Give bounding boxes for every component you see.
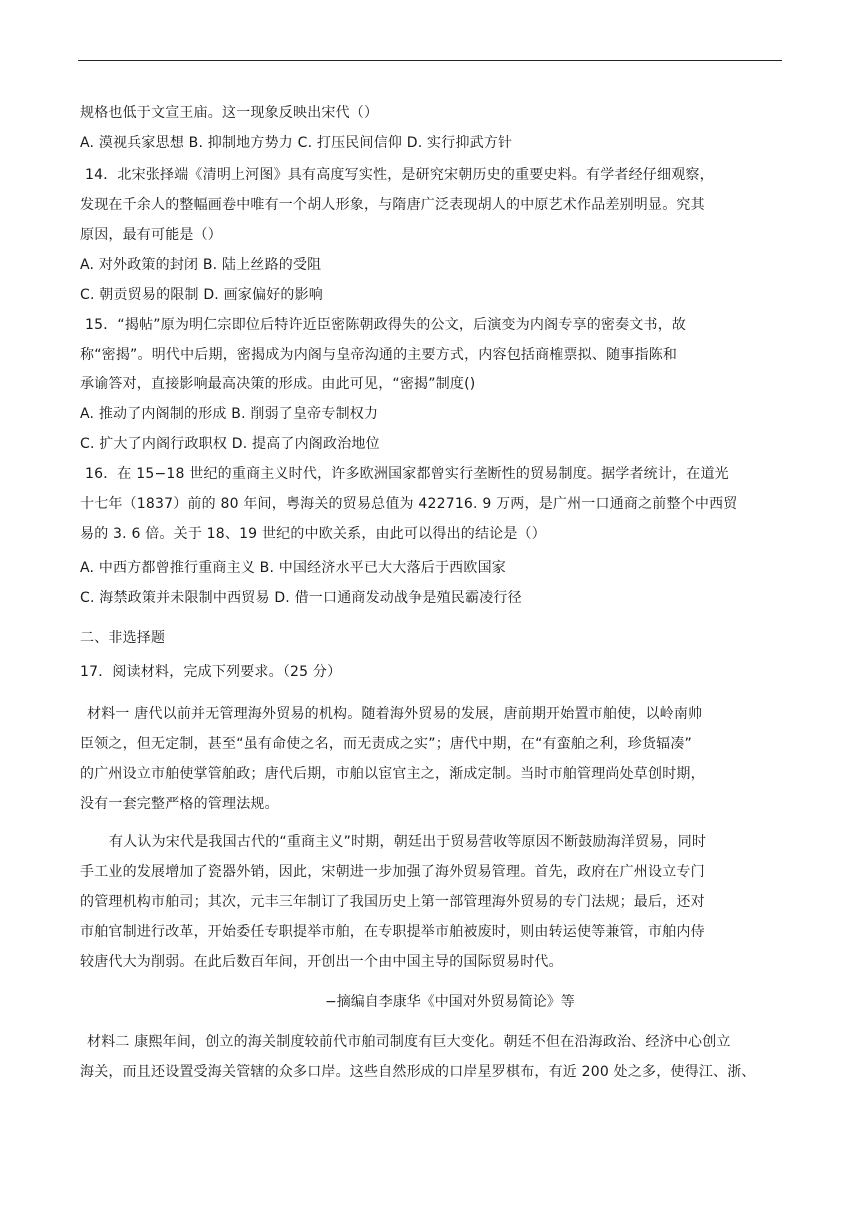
question-13-options: A. 漠视兵家思想 B. 抑制地方势力 C. 打压民间信仰 D. 实行抑武方针 xyxy=(80,135,513,151)
material-1-line-1: 材料一 唐代以前并无管理海外贸易的机构。随着海外贸易的发展，唐前期开始置市舶使，以岭南帅 xyxy=(87,706,703,722)
header-rule xyxy=(78,60,782,61)
question-16-stem-line-3: 易的 3. 6 倍。关于 18、19 世纪的中欧关系，由此可以得出的结论是（） xyxy=(80,526,546,542)
question-15-options-ab: A. 推动了内阁制的形成 B. 削弱了皇帝专制权力 xyxy=(80,406,379,422)
material-1-line-4: 没有一套完整严格的管理法规。 xyxy=(80,796,279,812)
material-1-para-2-line-5: 较唐代大为削弱。在此后数百年间，开创出一个由中国主导的国际贸易时代。 xyxy=(80,954,563,970)
material-1-para-2-line-1: 有人认为宋代是我国古代的“重商主义”时期，朝廷出于贸易营收等原因不断鼓励海洋贸易，同时 xyxy=(109,834,707,850)
question-13-stem-end: 规格也低于文宣王庙。这一现象反映出宋代（） xyxy=(80,105,379,121)
question-16-options-cd: C. 海禁政策并未限制中西贸易 D. 借一口通商发动战争是殖民霸凌行径 xyxy=(80,590,522,606)
question-14-stem-line-3: 原因，最有可能是（） xyxy=(80,227,222,243)
material-2-line-2: 海关，而且还设置受海关管辖的众多口岸。这些自然形成的口岸星罗棋布，有近 200 处之多，使得江、浙、 xyxy=(80,1064,756,1080)
material-1-line-2: 臣领之，但无定制，甚至“虽有命使之名，而无责成之实”；唐代中期，在“有蛮舶之利，珍货辐凑” xyxy=(80,736,693,752)
material-1-line-3: 的广州设立市舶使掌管舶政；唐代后期，市舶以宦官主之，渐成定制。当时市舶管理尚处草创时期， xyxy=(80,766,705,782)
question-17-stem: 17．阅读材料，完成下列要求。（25 分） xyxy=(80,664,342,680)
material-1-para-2-line-4: 市舶官制进行改革，开始委任专职提举市舶，在专职提举市舶被废时，则由转运使等兼管，市舶内侍 xyxy=(80,924,705,940)
question-16-stem-line-2: 十七年（1837）前的 80 年间，粤海关的贸易总值为 422716. 9 万两，是广州一口通商之前整个中西贸 xyxy=(80,496,738,512)
material-1-para-2-line-2: 手工业的发展增加了瓷器外销，因此，宋朝进一步加强了海外贸易管理。首先，政府在广州设立专门 xyxy=(80,864,705,880)
material-1-source-text: −摘编自李康华《中国对外贸易简论》等 xyxy=(325,994,575,1010)
question-15-stem-line-2: 称“密揭”。明代中后期，密揭成为内阁与皇帝沟通的主要方式，内容包括商榷票拟、随事指陈和 xyxy=(80,347,678,363)
question-15-stem-line-3: 承谕答对，直接影响最高决策的形成。由此可见，“密揭”制度() xyxy=(80,376,476,392)
question-14-stem-line-1: 14．北宋张择端《清明上河图》具有高度写实性，是研究宋朝历史的重要史料。有学者经仔细观察， xyxy=(85,167,714,183)
question-16-options-ab: A. 中西方都曾推行重商主义 B. 中国经济水平已大大落后于西欧国家 xyxy=(80,560,506,576)
question-15-stem-line-1: 15．“揭帖”原为明仁宗即位后特许近臣密陈朝政得失的公文，后演变为内阁专享的密奏文书，故 xyxy=(85,317,687,333)
question-16-stem-line-1: 16．在 15−18 世纪的重商主义时代，许多欧洲国家都曾实行垄断性的贸易制度。据学者统计，在道光 xyxy=(85,466,729,482)
question-15-options-cd: C. 扩大了内阁行政职权 D. 提高了内阁政治地位 xyxy=(80,436,380,452)
material-1-para-2-line-3: 的管理机构市舶司；其次，元丰三年制订了我国历史上第一部管理海外贸易的专门法规；最后，还对 xyxy=(80,894,705,910)
material-2-line-1: 材料二 康熙年间，创立的海关制度较前代市舶司制度有巨大变化。朝廷不但在沿海政治、经济中心创立 xyxy=(87,1034,731,1050)
question-14-stem-line-2: 发现在千余人的整幅画卷中唯有一个胡人形象，与隋唐广泛表现胡人的中原艺术作品差别明显。究其 xyxy=(80,197,705,213)
question-14-options-cd: C. 朝贡贸易的限制 D. 画家偏好的影响 xyxy=(80,287,324,303)
question-14-options-ab: A. 对外政策的封闭 B. 陆上丝路的受阻 xyxy=(80,257,322,273)
section-heading-non-choice: 二、非选择题 xyxy=(80,630,166,646)
